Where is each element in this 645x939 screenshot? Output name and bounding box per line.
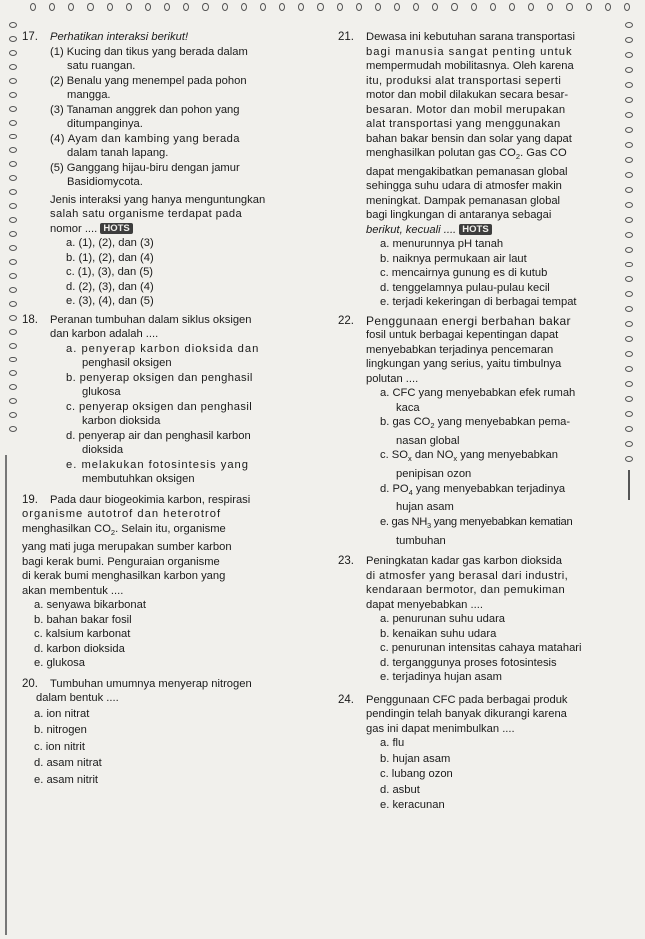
question-stem: Penggunaan energi berbahan bakar: [366, 313, 571, 328]
question-stem: [50, 222, 332, 237]
question-stem: lingkungan yang serius, yaitu timbulnya: [366, 358, 562, 371]
question-18: [22, 313, 332, 487]
interaction-item-cont: dalam tanah lapang.: [67, 147, 169, 159]
question-stem: bahan bakar bensin dan solar yang dapat: [366, 132, 572, 145]
question-stem: [22, 522, 332, 541]
question-stem-part: menghasilkan CO: [22, 522, 111, 535]
interaction-item: (3) Tanaman anggrek dan pohon yang: [50, 103, 240, 116]
interaction-item-cont: ditumpanginya.: [67, 118, 143, 130]
question-stem: salah satu organisme terdapat pada: [50, 208, 243, 220]
question-stem: Peningkatan kadar gas karbon dioksida: [366, 555, 562, 568]
answer-option-part: b. gas CO: [380, 416, 431, 429]
question-stem: pendingin telah banyak dikurangi karena: [366, 708, 567, 721]
answer-option[interactable]: b. (1), (2), dan (4): [66, 251, 154, 264]
question-number: 17.: [22, 31, 38, 43]
answer-option[interactable]: b. naiknya permukaan air laut: [380, 252, 527, 265]
answer-option[interactable]: e. asam nitrit: [34, 773, 99, 786]
answer-option-cont: hujan asam: [396, 501, 454, 514]
question-23: [338, 554, 623, 685]
left-column: [22, 20, 332, 786]
question-stem-end: berikut, kecuali ....: [366, 223, 457, 236]
question-stem: Dewasa ini kebutuhan sarana transportasi: [366, 31, 575, 43]
question-stem: Tumbuhan umumnya menyerap nitrogen: [50, 677, 252, 690]
question-stem: polutan ....: [366, 372, 419, 385]
answer-option-part: yang menyebabkan: [457, 449, 558, 462]
question-stem-part: . Selain itu, organisme: [115, 522, 226, 535]
question-stem: gas ini dapat menimbulkan ....: [366, 722, 515, 735]
answer-option[interactable]: d. terganggunya proses fotosintesis: [380, 656, 557, 669]
answer-option[interactable]: d. (2), (3), dan (4): [66, 280, 154, 293]
answer-option[interactable]: c. (1), (3), dan (5): [66, 266, 154, 278]
question-stem: menyebabkan terjadinya pencemaran: [366, 343, 554, 356]
answer-option-part: yang menyebabkan kematian: [430, 515, 573, 528]
question-stem: bagi kerak bumi. Penguraian organisme: [22, 555, 220, 568]
subscript: 2: [515, 152, 521, 162]
question-stem: motor dan mobil dilakukan secara besar-: [366, 89, 569, 101]
answer-option[interactable]: c. kalsium karbonat: [34, 628, 131, 641]
question-17: [22, 30, 332, 309]
answer-option-cont: membutuhkan oksigen: [82, 473, 195, 485]
question-stem: alat transportasi yang menggunakan: [366, 118, 561, 130]
question-number: 24.: [338, 693, 354, 706]
question-number: 19.: [22, 493, 38, 506]
answer-option[interactable]: e. keracunan: [380, 799, 445, 812]
page-margin-line-right: [628, 470, 630, 500]
question-stem: yang mati juga merupakan sumber karbon: [22, 541, 232, 554]
question-stem-part: menghasilkan polutan gas CO: [366, 147, 516, 159]
question-stem: Penggunaan CFC pada berbagai produk: [366, 693, 568, 706]
answer-option[interactable]: a. flu: [380, 737, 405, 750]
question-stem: besaran. Motor dan mobil merupakan: [366, 103, 566, 116]
question-number: 21.: [338, 31, 354, 43]
question-stem: dan karbon adalah ....: [50, 328, 159, 340]
question-20: [22, 677, 332, 789]
question-stem: dalam bentuk ....: [36, 692, 119, 705]
question-22: [338, 314, 623, 548]
answer-option[interactable]: [380, 448, 623, 467]
answer-option[interactable]: e. terjadi kekeringan di berbagai tempat: [380, 296, 577, 309]
answer-option[interactable]: a. penyerap karbon dioksida dan: [66, 342, 260, 355]
question-stem: mempermudah mobilitasnya. Oleh karena: [366, 60, 574, 72]
question-stem: Jenis interaksi yang hanya menguntungkan: [50, 193, 266, 206]
answer-option[interactable]: c. lubang ozon: [380, 768, 453, 781]
answer-option[interactable]: e. (3), (4), dan (5): [66, 295, 154, 307]
answer-option[interactable]: b. bahan bakar fosil: [34, 613, 132, 626]
question-stem: Pada daur biogeokimia karbon, respirasi: [50, 493, 251, 506]
question-21: [338, 30, 623, 310]
answer-option[interactable]: a. (1), (2), dan (3): [66, 237, 154, 249]
answer-option-part: d. PO: [380, 482, 409, 495]
answer-option[interactable]: d. asbut: [380, 783, 420, 796]
interaction-item-cont: mangga.: [67, 89, 111, 101]
subscript: 3: [427, 521, 431, 531]
interaction-item: (5) Ganggang hijau-biru dengan jamur: [50, 161, 240, 174]
question-number: 22.: [338, 314, 354, 327]
question-stem: itu, produksi alat transportasi seperti: [366, 74, 562, 87]
answer-option[interactable]: c. mencairnya gunung es di kutub: [380, 267, 548, 280]
subscript: x: [453, 454, 458, 464]
question-stem: [366, 223, 623, 238]
question-stem: sehingga suhu udara di atmosfer makin: [366, 180, 562, 193]
answer-option-part: c. SO: [380, 449, 408, 462]
answer-option[interactable]: b. hujan asam: [380, 752, 451, 765]
question-stem-part: . Gas CO: [520, 147, 567, 159]
answer-option[interactable]: c. penyerap oksigen dan penghasil: [66, 400, 253, 413]
answer-option[interactable]: a. penurunan suhu udara: [380, 613, 506, 626]
answer-option-cont: penipisan ozon: [396, 468, 472, 481]
answer-option[interactable]: e. glukosa: [34, 657, 85, 670]
answer-option[interactable]: b. kenaikan suhu udara: [380, 627, 497, 640]
answer-option[interactable]: d. penyerap air dan penghasil karbon: [66, 429, 251, 442]
answer-option[interactable]: [380, 515, 623, 534]
answer-option[interactable]: d. tenggelamnya pulau-pulau kecil: [380, 281, 550, 294]
answer-option[interactable]: a. senyawa bikarbonat: [34, 599, 146, 612]
answer-option-part: e. gas NH: [380, 515, 428, 528]
question-number: 20.: [22, 677, 38, 690]
question-19: [22, 493, 332, 671]
answer-option[interactable]: c. penurunan intensitas cahaya matahari: [380, 642, 582, 655]
question-stem: di kerak bumi menghasilkan karbon yang: [22, 570, 226, 583]
answer-option-cont: nasan global: [396, 434, 460, 447]
answer-option-part: yang menyebabkan terjadinya: [412, 482, 566, 495]
question-stem: dapat mengakibatkan pemanasan global: [366, 165, 568, 178]
answer-option-part: dan NO: [411, 449, 454, 462]
right-column: [338, 20, 623, 812]
answer-option[interactable]: c. ion nitrit: [34, 740, 85, 753]
question-stem: bagi manusia sangat penting untuk: [366, 45, 573, 58]
spiral-binding-right: [624, 22, 634, 462]
answer-option[interactable]: d. karbon dioksida: [34, 642, 125, 655]
question-number: 18.: [22, 313, 38, 326]
question-24: [338, 693, 623, 814]
answer-option[interactable]: e. melakukan fotosintesis yang: [66, 458, 249, 471]
question-stem-end: nomor ....: [50, 222, 98, 235]
question-stem: [366, 146, 623, 165]
question-stem: bagi lingkungan di antaranya sebagai: [366, 209, 552, 222]
answer-option-cont: penghasil oksigen: [82, 357, 172, 369]
question-stem: dapat menyebabkan ....: [366, 598, 483, 611]
hots-badge: HOTS: [459, 224, 491, 235]
question-stem: fosil untuk berbagai kepentingan dapat: [366, 329, 559, 342]
question-number: 23.: [338, 555, 354, 568]
answer-option[interactable]: [380, 415, 623, 434]
interaction-item: (1) Kucing dan tikus yang berada dalam: [50, 45, 248, 58]
hots-badge: HOTS: [100, 223, 132, 234]
answer-option[interactable]: b. penyerap oksigen dan penghasil: [66, 371, 253, 384]
spiral-binding-top: [30, 2, 630, 12]
spiral-binding-left: [8, 22, 18, 432]
question-stem: organisme autotrof dan heterotrof: [22, 508, 222, 520]
question-prompt: Perhatikan interaksi berikut!: [50, 31, 189, 43]
interaction-item: (4) Ayam dan kambing yang berada: [50, 132, 240, 145]
answer-option-cont: dioksida: [82, 444, 124, 456]
question-stem: kendaraan bermotor, dan pemukiman: [366, 584, 566, 597]
answer-option[interactable]: a. ion nitrat: [34, 707, 90, 720]
answer-option[interactable]: [380, 482, 623, 501]
question-stem: Peranan tumbuhan dalam siklus oksigen: [50, 313, 252, 326]
subscript: 2: [430, 421, 435, 431]
question-stem: di atmosfer yang berasal dari industri,: [366, 569, 569, 582]
subscript: 4: [408, 487, 413, 497]
answer-option-cont: karbon dioksida: [82, 415, 161, 427]
answer-option-cont: glukosa: [82, 386, 121, 398]
question-stem: meningkat. Dampak pemanasan global: [366, 194, 561, 207]
answer-option-cont: tumbuhan: [396, 534, 446, 547]
subscript: x: [407, 454, 412, 464]
interaction-item-cont: Basidiomycota.: [67, 176, 143, 188]
answer-option[interactable]: d. asam nitrat: [34, 757, 102, 770]
question-stem: akan membentuk ....: [22, 584, 124, 597]
answer-option[interactable]: a. CFC yang menyebabkan efek rumah: [380, 387, 576, 400]
answer-option-cont: kaca: [396, 401, 420, 414]
answer-option[interactable]: e. terjadinya hujan asam: [380, 671, 502, 684]
answer-option-part: yang menyebabkan pema-: [434, 416, 571, 429]
interaction-item: (2) Benalu yang menempel pada pohon: [50, 74, 247, 87]
interaction-item-cont: satu ruangan.: [67, 60, 136, 72]
answer-option[interactable]: b. nitrogen: [34, 724, 87, 737]
answer-option[interactable]: a. menurunnya pH tanah: [380, 238, 504, 251]
subscript: 2: [110, 527, 116, 537]
page-margin-line: [5, 455, 7, 935]
